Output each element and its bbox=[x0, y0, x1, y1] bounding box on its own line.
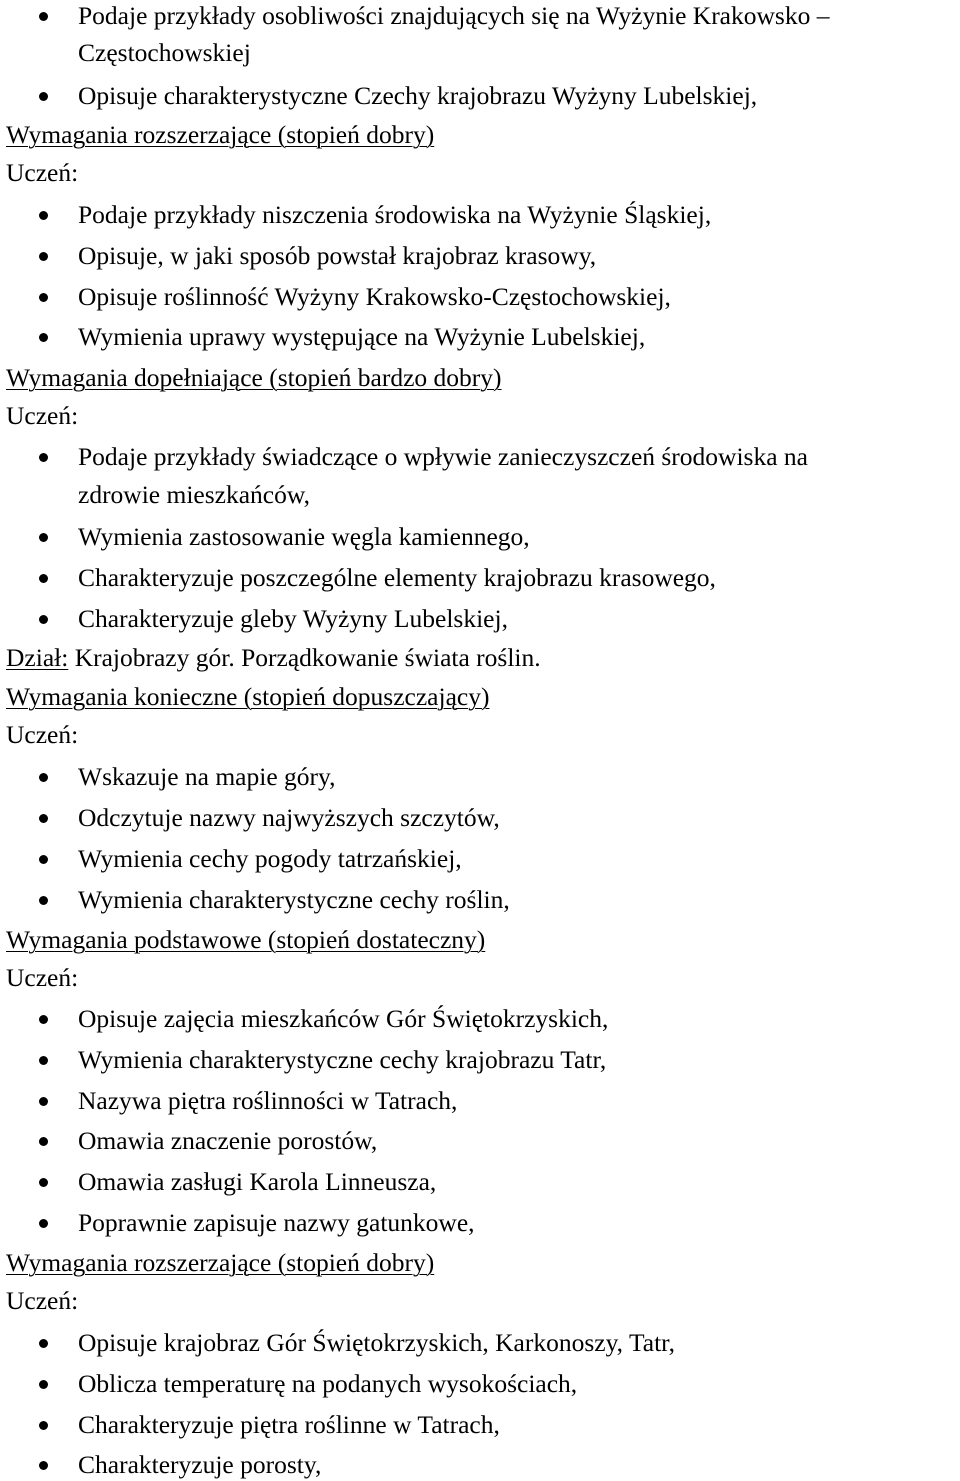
list-item: Wymienia charakterystyczne cechy krajobrazu Tatr, bbox=[78, 1045, 607, 1074]
list-item: Nazywa piętra roślinności w Tatrach, bbox=[78, 1086, 458, 1115]
department-line bbox=[6, 642, 541, 674]
list-item: Opisuje zajęcia mieszkańców Gór Świętokrzyskich, bbox=[78, 1004, 609, 1033]
list-item: Wymienia zastosowanie węgla kamiennego, bbox=[78, 522, 530, 551]
list-item: Podaje przykłady niszczenia środowiska na Wyżynie Śląskiej, bbox=[78, 200, 712, 229]
list-item: Charakteryzuje poszczególne elementy krajobrazu krasowego, bbox=[78, 563, 716, 592]
department-label: Dział: bbox=[6, 643, 69, 672]
list-item: Charakteryzuje porosty, bbox=[78, 1450, 322, 1479]
requirements-heading: Wymagania rozszerzające (stopień dobry) bbox=[6, 120, 435, 149]
list-item: Wskazuje na mapie góry, bbox=[78, 762, 336, 791]
list-item: Poprawnie zapisuje nazwy gatunkowe, bbox=[78, 1208, 475, 1237]
list-item-continuation: zdrowie mieszkańców, bbox=[78, 480, 311, 509]
list-item: Omawia znaczenie porostów, bbox=[78, 1126, 378, 1155]
list-item: Opisuje krajobraz Gór Świętokrzyskich, Karkonoszy, Tatr, bbox=[78, 1328, 675, 1357]
list-item: Omawia zasługi Karola Linneusza, bbox=[78, 1167, 437, 1196]
list-item: Charakteryzuje gleby Wyżyny Lubelskiej, bbox=[78, 604, 508, 633]
requirements-heading: Wymagania rozszerzające (stopień dobry) bbox=[6, 1248, 435, 1277]
requirements-heading: Wymagania podstawowe (stopień dostateczny) bbox=[6, 925, 486, 954]
student-label: Uczeń: bbox=[6, 963, 79, 992]
student-label: Uczeń: bbox=[6, 720, 79, 749]
list-item: Oblicza temperaturę na podanych wysokościach, bbox=[78, 1369, 578, 1398]
list-item: Wymienia charakterystyczne cechy roślin, bbox=[78, 885, 510, 914]
list-item: Odczytuje nazwy najwyższych szczytów, bbox=[78, 803, 500, 832]
student-label: Uczeń: bbox=[6, 1286, 79, 1315]
list-item: Podaje przykłady świadczące o wpływie zanieczyszczeń środowiska na bbox=[78, 442, 808, 471]
student-label: Uczeń: bbox=[6, 401, 79, 430]
requirements-heading: Wymagania dopełniające (stopień bardzo dobry) bbox=[6, 363, 502, 392]
requirements-heading: Wymagania konieczne (stopień dopuszczający) bbox=[6, 682, 490, 711]
department-title: Krajobrazy gór. Porządkowanie świata roślin. bbox=[68, 643, 541, 672]
list-item: Opisuje charakterystyczne Czechy krajobrazu Wyżyny Lubelskiej, bbox=[78, 81, 758, 110]
list-item: Wymienia cechy pogody tatrzańskiej, bbox=[78, 844, 462, 873]
list-item: Charakteryzuje piętra roślinne w Tatrach, bbox=[78, 1410, 500, 1439]
list-item: Opisuje roślinność Wyżyny Krakowsko-Częstochowskiej, bbox=[78, 282, 671, 311]
student-label: Uczeń: bbox=[6, 158, 79, 187]
list-item: Wymienia uprawy występujące na Wyżynie Lubelskiej, bbox=[78, 322, 646, 351]
list-item-continuation: Częstochowskiej bbox=[78, 38, 251, 67]
list-item: Podaje przykłady osobliwości znajdujących się na Wyżynie Krakowsko – bbox=[78, 1, 830, 30]
list-item: Opisuje, w jaki sposób powstał krajobraz krasowy, bbox=[78, 241, 597, 270]
